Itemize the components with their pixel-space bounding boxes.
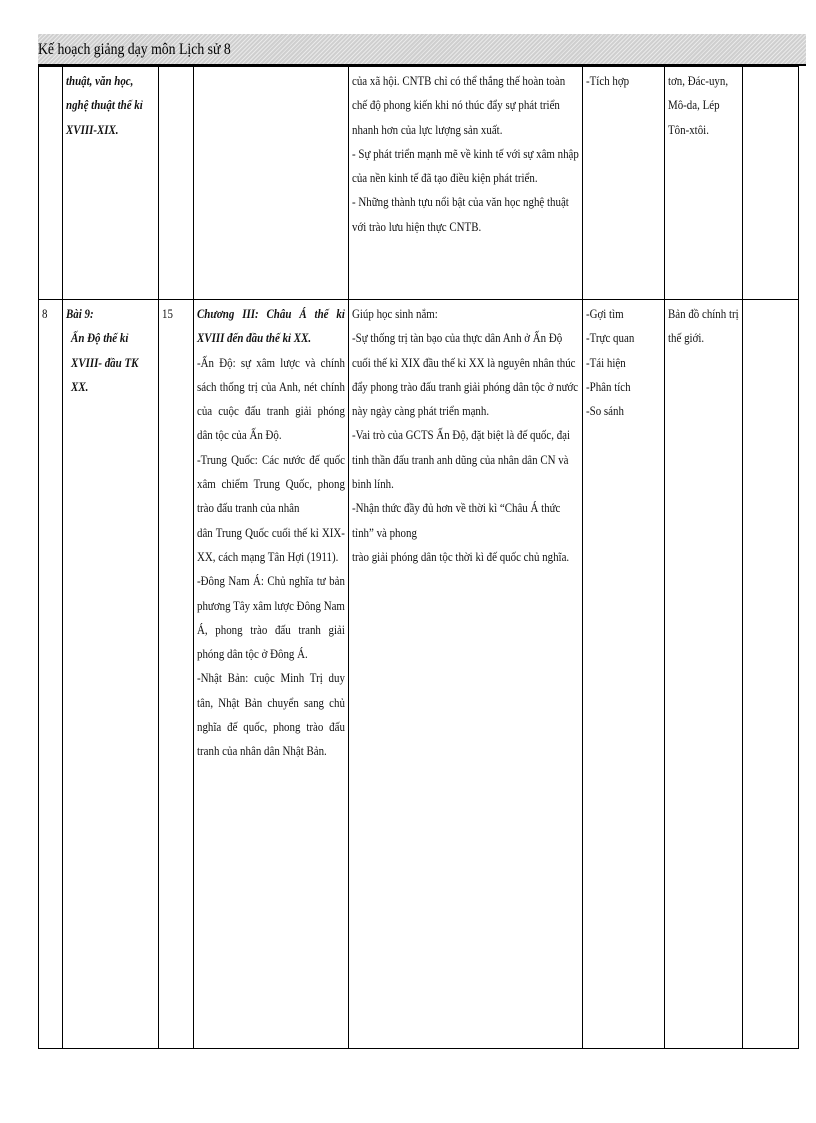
- cell-materials: tơn, Đác-uyn, Mô-da, Lép Tôn-xtôi.: [665, 67, 743, 300]
- lesson-label: Bài 9:: [66, 306, 94, 321]
- lesson-plan-table: [38, 66, 799, 1049]
- cell-number: 8: [39, 300, 63, 1049]
- page-header: [38, 34, 806, 66]
- lesson-title: Ấn Độ thế kỉ XVIII- đầu TK XX.: [71, 330, 139, 394]
- cell-periods: [159, 67, 194, 300]
- cell-notes: [743, 67, 799, 300]
- cell-objectives: của xã hội. CNTB chỉ có thể thắng thế hoàn toàn chế độ phong kiến khi nó thúc đẩy sự phát triển nhanh hơn của lực lượng sản xuất. - Sự phát triển mạnh mẽ về kinh tế với sự xâm nhập của nền kinh tế đã tạo điều kiện phát triển. - Những thành tựu nổi bật của văn học nghệ thuật với trào lưu hiện thực CNTB.: [349, 67, 583, 300]
- cell-lesson: thuật, văn học, nghệ thuật thế kỉ XVIII-XIX.: [63, 67, 159, 300]
- cell-periods: 15: [159, 300, 194, 1049]
- cell-notes: [743, 300, 799, 1049]
- cell-number: [39, 67, 63, 300]
- table-row: [39, 300, 799, 1049]
- chapter-content: -Ấn Độ: sự xâm lược và chính sách thống trị của Anh, nét chính của cuộc đấu tranh giải phóng dân tộc của Ấn Độ. -Trung Quốc: Các nước đế quốc xâm chiếm Trung Quốc, phong trào đấu tranh của nhân dân Trung Quốc cuối thế kỉ XIX-XX, cách mạng Tân Hợi (1911). -Đông Nam Á: Chủ nghĩa tư bản phương Tây xâm lược Đông Nam Á, phong trào đấu tranh giải phóng dân tộc ở Đông Á. -Nhật Bản: cuộc Minh Trị duy tân, Nhật Bản chuyển sang chủ nghĩa đế quốc, phong trào đấu tranh của nhân dân Nhật Bản.: [197, 354, 345, 759]
- cell-methods: -Gợi tìm -Trực quan -Tái hiện -Phân tích -So sánh: [583, 300, 665, 1049]
- cell-methods: -Tích hợp: [583, 67, 665, 300]
- cell-content: [194, 300, 349, 1049]
- cell-lesson: [63, 300, 159, 1049]
- table-row: [39, 67, 799, 300]
- cell-objectives: Giúp học sinh nắm: -Sự thống trị tàn bạo của thực dân Anh ở Ấn Độ cuối thế kỉ XIX đầu thế kỉ XX là nguyên nhân thúc đẩy phong trào đấu tranh giải phóng dân tộc ở nước này ngày càng phát triển mạnh. -Vai trò của GCTS Ấn Độ, đặt biệt là đế quốc, đại tinh thần đấu tranh anh dũng của nhân dân CN và binh lính. -Nhận thức đầy đủ hơn về thời kì “Châu Á thức tỉnh” và phong trào giải phóng dân tộc thời kì đế quốc chủ nghĩa.: [349, 300, 583, 1049]
- header-title: Kế hoạch giảng dạy môn Lịch sử 8: [38, 41, 231, 58]
- cell-content: [194, 67, 349, 300]
- cell-materials: Bản đồ chính trị thế giới.: [665, 300, 743, 1049]
- chapter-title: Chương III: Châu Á thế kỉ XVIII đến đầu thế kỉ XX.: [197, 306, 345, 346]
